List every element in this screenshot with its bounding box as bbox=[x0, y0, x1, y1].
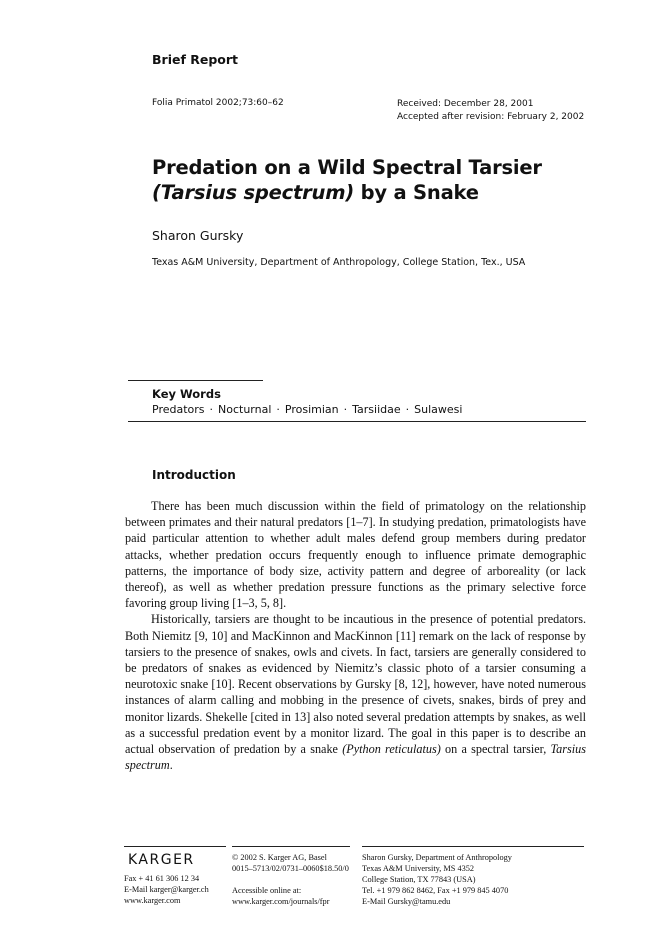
journal-reference: Folia Primatol 2002;73:60–62 bbox=[152, 98, 284, 108]
paragraph-text: on a spectral tarsier, bbox=[440, 742, 551, 757]
online-label: Accessible online at: bbox=[232, 886, 302, 895]
publisher-fax: Fax + 41 61 306 12 34 bbox=[124, 874, 200, 883]
contact-institution: Texas A&M University, MS 4352 bbox=[362, 864, 475, 873]
publisher-logo: KARGER bbox=[128, 852, 195, 868]
introduction-heading: Introduction bbox=[152, 468, 236, 482]
title-end: by a Snake bbox=[354, 181, 479, 204]
title-species: (Tarsius spectrum) bbox=[152, 181, 355, 204]
author-name: Sharon Gursky bbox=[152, 228, 244, 243]
copyright-block bbox=[232, 852, 349, 907]
accepted-date: Accepted after revision: February 2, 2002 bbox=[397, 112, 585, 122]
contact-name: Sharon Gursky, Department of Anthropology bbox=[362, 853, 512, 862]
paragraph-text: . bbox=[169, 758, 173, 773]
publisher-web: www.karger.com bbox=[124, 896, 181, 905]
issn: 0015–5713/02/0731–0060$18.50/0 bbox=[232, 864, 349, 873]
keyword-separator: · bbox=[209, 403, 214, 416]
section-label: Brief Report bbox=[152, 52, 239, 67]
footer-rule bbox=[362, 846, 584, 847]
keywords-list bbox=[152, 403, 462, 416]
title-line-2 bbox=[152, 180, 612, 205]
online-url: www.karger.com/journals/fpr bbox=[232, 897, 330, 906]
footer-rule bbox=[124, 846, 226, 847]
keyword-separator: · bbox=[276, 403, 280, 416]
contact-city: College Station, TX 77843 (USA) bbox=[362, 875, 476, 884]
footer-rule bbox=[232, 846, 350, 847]
keywords-heading: Key Words bbox=[152, 387, 221, 401]
correspondence-block bbox=[362, 852, 512, 907]
paragraph: There has been much discussion within the field of primatology on the relationship between primates and their natural predators [1–7]. In studying predation, primatologists have paid particular attention to whether adult males defend group members during predator attacks, whether predation occurs frequently enough to influence primate demographic patterns, the importance of body size, activity pattern and degree of arboreality (or lack thereof), as well as whether predation pressure functions as the primary selective force favoring group living [1–3, 5, 8]. bbox=[125, 499, 586, 611]
paragraph bbox=[125, 611, 586, 773]
keyword: Prosimian bbox=[284, 403, 339, 416]
title-line-1: Predation on a Wild Spectral Tarsier bbox=[152, 156, 542, 179]
publisher-contact bbox=[124, 873, 209, 906]
author-affiliation: Texas A&M University, Department of Anthropology, College Station, Tex., USA bbox=[152, 257, 526, 268]
publisher-email: E-Mail karger@karger.ch bbox=[124, 885, 209, 894]
keyword: Tarsiidae bbox=[352, 403, 401, 416]
introduction-body bbox=[125, 498, 586, 773]
species-name: Tarsius spectrum bbox=[125, 742, 586, 773]
contact-email: E-Mail Gursky@tamu.edu bbox=[362, 897, 451, 906]
submission-dates bbox=[397, 98, 584, 124]
keyword: Nocturnal bbox=[218, 403, 272, 416]
copyright: © 2002 S. Karger AG, Basel bbox=[232, 853, 327, 862]
received-date: Received: December 28, 2001 bbox=[397, 99, 534, 109]
keywords-rule-top bbox=[128, 380, 263, 381]
keyword: Sulawesi bbox=[414, 403, 463, 416]
paragraph-text: Historically, tarsiers are thought to be incautious in the presence of potential predators. Both Niemitz [9, 10] and MacKinnon and MacKinnon [11] remark on the lack of response by tarsiers to the presence of snakes, owls and civets. In fact, tarsiers are generally considered to be predators of snakes as evidenced by Niemitz’s classic photo of a tarsier consuming a neurotoxic snake [10]. Recent observations by Gursky [8, 12], however, have noted numerous instances of alarm calling and mobbing in the presence of civets, snakes, birds of prey and monitor lizards. Shekelle [cited in 13] also noted several predation attempts by snakes, as well as a successful predation event by a monitor lizard. The goal in this paper is to describe an actual observation of predation by a snake bbox=[125, 612, 586, 757]
article-title bbox=[152, 155, 612, 205]
keyword: Predators bbox=[152, 403, 205, 416]
keyword-separator: · bbox=[343, 403, 348, 416]
keyword-separator: · bbox=[405, 403, 410, 416]
keywords-rule-bottom bbox=[128, 421, 586, 422]
contact-phone: Tel. +1 979 862 8462, Fax +1 979 845 4070 bbox=[362, 886, 509, 895]
species-name: (Python reticulatus) bbox=[342, 742, 441, 757]
